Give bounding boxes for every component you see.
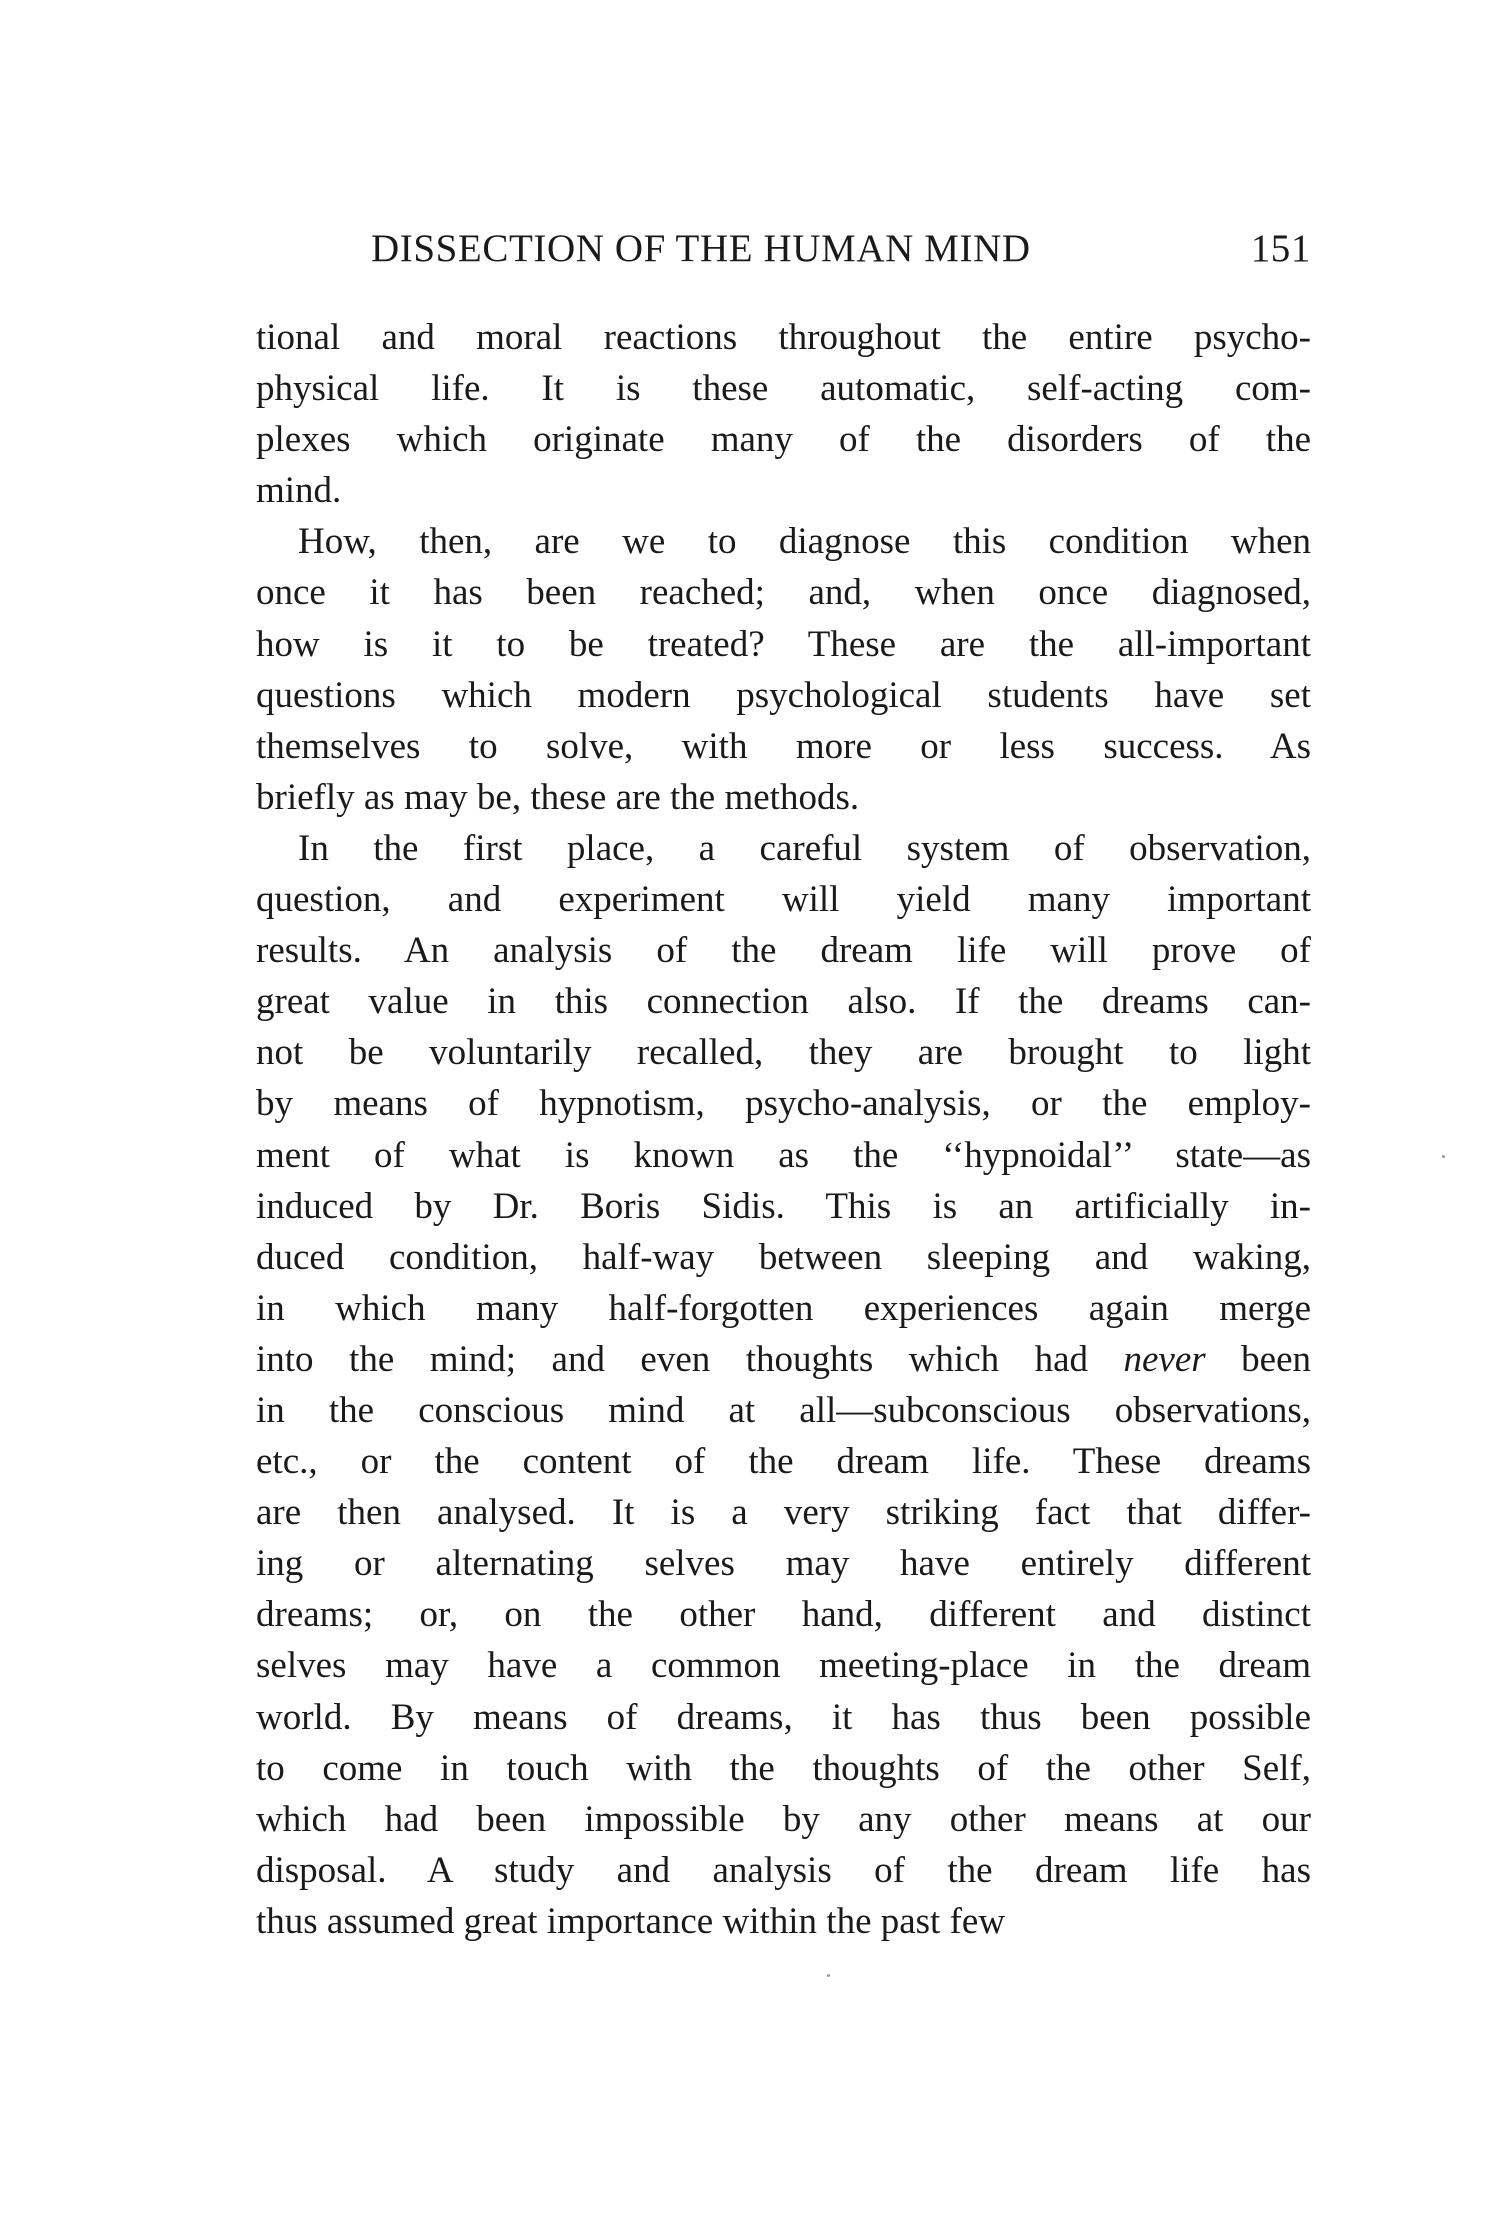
text-line-with-italic — [256, 1334, 1311, 1385]
text-line: how is it to be treated? These are the all-important — [256, 623, 1311, 665]
body-text — [256, 312, 1311, 1947]
print-speck — [1442, 1155, 1445, 1158]
text-segment: into the mind; and even thoughts which had — [256, 1338, 1124, 1380]
text-segment: been — [1205, 1338, 1311, 1380]
text-line: not be voluntarily recalled, they are brought to light — [256, 1032, 1311, 1074]
text-line: great value in this connection also. If the dreams can- — [256, 981, 1311, 1023]
text-line: in the conscious mind at all—subconscious observations, — [256, 1389, 1311, 1431]
text-line: plexes which originate many of the disorders of the — [256, 419, 1311, 461]
text-line: world. By means of dreams, it has thus been possible — [256, 1696, 1311, 1738]
text-line: mind. — [256, 470, 342, 512]
text-line: thus assumed great importance within the past few — [256, 1900, 1006, 1942]
text-line: ing or alternating selves may have entirely different — [256, 1543, 1311, 1585]
text-line: question, and experiment will yield many important — [256, 879, 1311, 921]
text-line: ment of what is known as the ‘‘hypnoidal’’ state—as — [256, 1134, 1311, 1176]
text-line: tional and moral reactions throughout the entire psycho- — [256, 317, 1311, 358]
text-line: duced condition, half-way between sleeping and waking, — [256, 1236, 1311, 1278]
running-head — [371, 226, 1311, 278]
text-line: briefly as may be, these are the methods. — [256, 776, 860, 818]
italic-word: never — [1123, 1338, 1206, 1380]
text-line: selves may have a common meeting-place in the dream — [256, 1645, 1311, 1687]
text-line: questions which modern psychological students have set — [256, 674, 1311, 716]
text-line: dreams; or, on the other hand, different and distinct — [256, 1594, 1311, 1636]
text-line: once it has been reached; and, when once diagnosed, — [256, 572, 1311, 614]
text-line: How, then, are we to diagnose this condition when — [298, 521, 1311, 563]
text-line: induced by Dr. Boris Sidis. This is an artificially in- — [256, 1185, 1311, 1227]
text-line: themselves to solve, with more or less success. As — [256, 725, 1311, 767]
text-line: etc., or the content of the dream life. These dreams — [256, 1441, 1311, 1483]
text-line: in which many half-forgotten experiences again merge — [256, 1287, 1311, 1329]
text-line: physical life. It is these automatic, self-acting com- — [256, 368, 1311, 410]
text-line: are then analysed. It is a very striking fact that differ- — [256, 1492, 1311, 1534]
page-number: 151 — [1250, 227, 1311, 270]
text-line: by means of hypnotism, psycho-analysis, or the employ- — [256, 1083, 1311, 1125]
print-speck — [827, 1974, 830, 1977]
text-line: results. An analysis of the dream life will prove of — [256, 930, 1311, 972]
running-head-title: DISSECTION OF THE HUMAN MIND — [371, 227, 1031, 270]
text-line: which had been impossible by any other means at our — [256, 1798, 1311, 1840]
text-line: disposal. A study and analysis of the dream life has — [256, 1849, 1311, 1891]
text-line: In the first place, a careful system of observation, — [298, 827, 1311, 869]
text-line: to come in touch with the thoughts of the other Self, — [256, 1747, 1311, 1789]
